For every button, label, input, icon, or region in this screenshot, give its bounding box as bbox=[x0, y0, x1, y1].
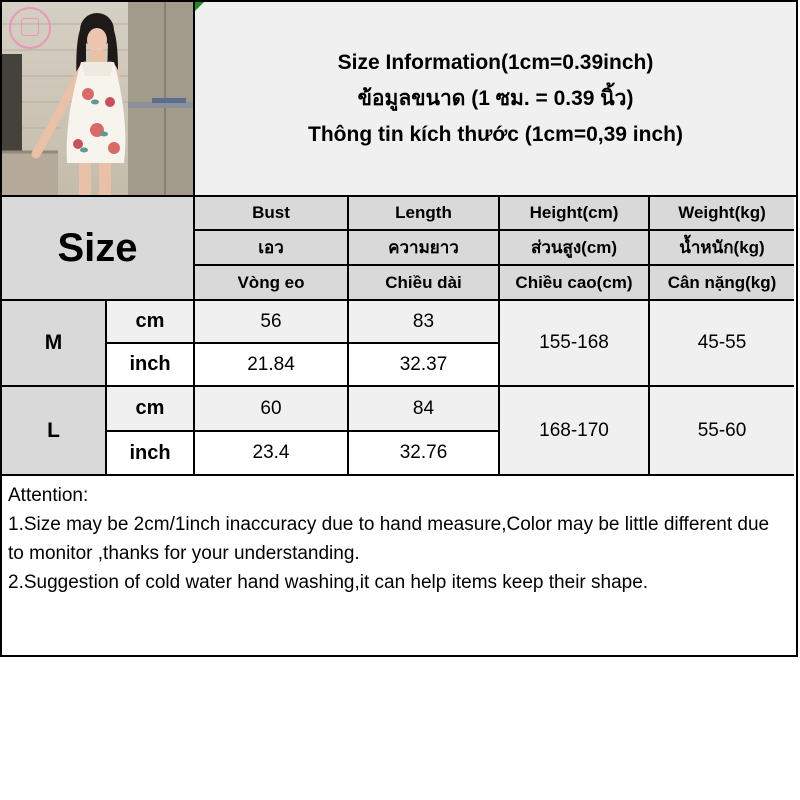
title-block bbox=[195, 2, 796, 195]
title-thai: ข้อมูลขนาด (1 ซม. = 0.39 นิ้ว) bbox=[357, 86, 634, 110]
attention-note-2: 2.Suggestion of cold water hand washing,it can help items keep their shape. bbox=[8, 572, 649, 593]
title-english: Size Information(1cm=0.39inch) bbox=[337, 50, 654, 74]
l-inch-length: 32.76 bbox=[349, 432, 500, 476]
attention-note-1: 1.Size may be 2cm/1inch inaccuracy due to hand measure,Color may be little different due to monitor ,thanks for your understanding. bbox=[8, 514, 770, 564]
row-size-m: M bbox=[2, 301, 107, 387]
l-inch-bust: 23.4 bbox=[195, 432, 349, 476]
m-weight: 45-55 bbox=[650, 301, 794, 387]
unit-inch-l: inch bbox=[107, 432, 195, 476]
l-cm-bust: 60 bbox=[195, 387, 349, 432]
l-height: 168-170 bbox=[500, 387, 650, 476]
product-photo bbox=[2, 2, 195, 195]
size-header: Size bbox=[2, 197, 195, 301]
col-header-weight-th: น้ำหนัก(kg) bbox=[650, 231, 794, 266]
m-inch-length: 32.37 bbox=[349, 344, 500, 387]
m-cm-length: 83 bbox=[349, 301, 500, 344]
m-cm-bust: 56 bbox=[195, 301, 349, 344]
m-inch-bust: 21.84 bbox=[195, 344, 349, 387]
col-header-weight-vi: Cân nặng(kg) bbox=[650, 266, 794, 301]
size-table bbox=[2, 197, 796, 476]
unit-cm-m: cm bbox=[107, 301, 195, 344]
watermark-stamp bbox=[9, 7, 51, 49]
l-cm-length: 84 bbox=[349, 387, 500, 432]
cell-marker-icon bbox=[195, 2, 204, 11]
col-header-weight-en: Weight(kg) bbox=[650, 197, 794, 231]
col-header-height-vi: Chiều cao(cm) bbox=[500, 266, 650, 301]
attention-heading: Attention: bbox=[8, 485, 89, 506]
unit-cm-l: cm bbox=[107, 387, 195, 432]
col-header-height-en: Height(cm) bbox=[500, 197, 650, 231]
col-header-length-en: Length bbox=[349, 197, 500, 231]
col-header-bust-th: เอว bbox=[195, 231, 349, 266]
m-height: 155-168 bbox=[500, 301, 650, 387]
col-header-length-th: ความยาว bbox=[349, 231, 500, 266]
col-header-height-th: ส่วนสูง(cm) bbox=[500, 231, 650, 266]
title-vietnamese: Thông tin kích thước (1cm=0,39 inch) bbox=[308, 122, 683, 146]
col-header-bust-vi: Vòng eo bbox=[195, 266, 349, 301]
col-header-bust-en: Bust bbox=[195, 197, 349, 231]
l-weight: 55-60 bbox=[650, 387, 794, 476]
top-section bbox=[2, 2, 796, 197]
col-header-length-vi: Chiều dài bbox=[349, 266, 500, 301]
attention-section bbox=[2, 476, 796, 655]
unit-inch-m: inch bbox=[107, 344, 195, 387]
row-size-l: L bbox=[2, 387, 107, 476]
